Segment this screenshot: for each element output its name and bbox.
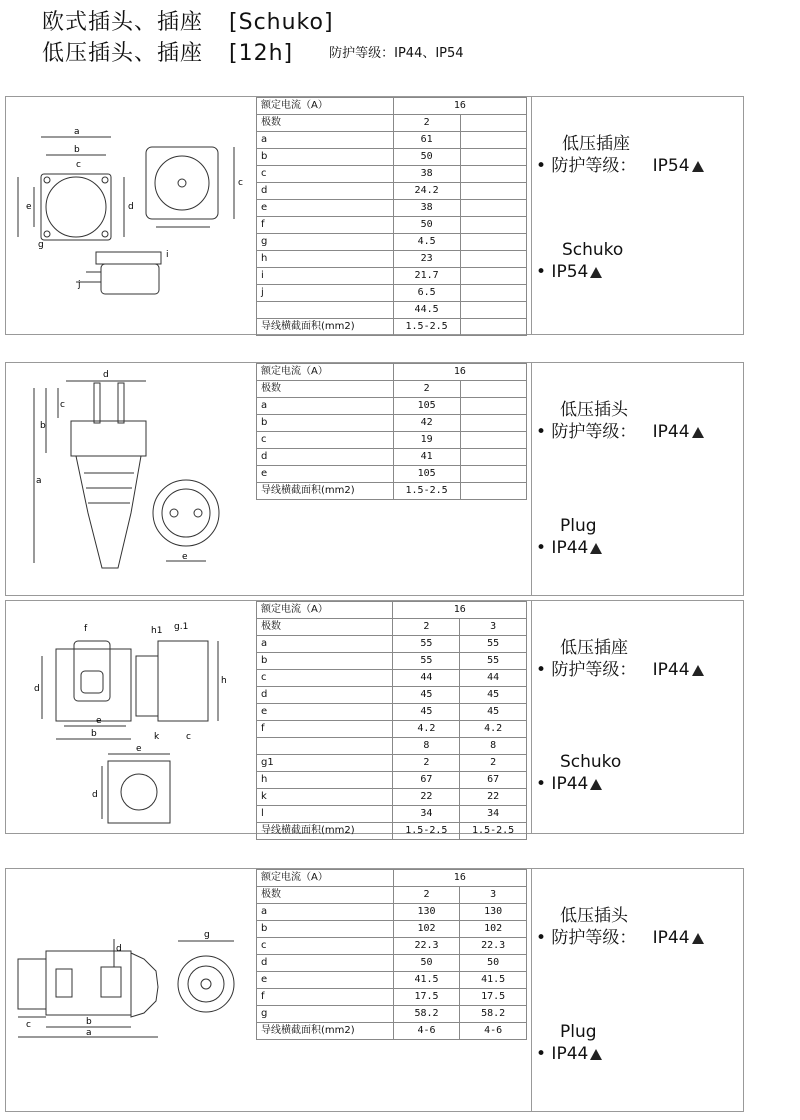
divider	[531, 363, 532, 595]
svg-text:g: g	[38, 240, 44, 250]
row-value	[460, 200, 526, 217]
table-row	[257, 938, 527, 955]
row-value: 67	[393, 772, 460, 789]
product-desc-4	[536, 905, 704, 1065]
row-value	[460, 483, 526, 500]
row-value	[460, 115, 526, 132]
row-value: 50	[460, 955, 527, 972]
svg-text:g.1: g.1	[174, 622, 189, 632]
row-label: 极数	[257, 619, 393, 636]
plug-drawing-2	[6, 363, 252, 595]
divider	[531, 97, 532, 334]
row-value	[460, 381, 526, 398]
row-value: 58.2	[460, 1006, 527, 1023]
title-line1: 欧式插头、插座	[42, 10, 204, 35]
brand-rating: • IP44	[536, 537, 704, 559]
table-row	[257, 636, 527, 653]
row-value: 55	[460, 636, 527, 653]
table-row	[257, 183, 527, 200]
brand-name: Schuko	[562, 240, 624, 260]
row-label: k	[257, 789, 393, 806]
row-value: 41	[393, 449, 460, 466]
warning-icon	[692, 665, 704, 676]
row-label: 导线横截面积(mm2)	[257, 823, 393, 840]
svg-text:d: d	[103, 370, 109, 380]
table-row	[257, 887, 527, 904]
row-value: 2	[393, 755, 460, 772]
row-value	[460, 234, 526, 251]
row-label: e	[257, 972, 394, 989]
table-row	[257, 687, 527, 704]
row-value: 4-6	[393, 1023, 460, 1040]
svg-text:d: d	[92, 790, 98, 800]
row-value: 42	[393, 415, 460, 432]
row-label: 额定电流（A）	[257, 364, 394, 381]
row-label: e	[257, 704, 393, 721]
socket-drawing-1	[6, 97, 252, 334]
row-label: g1	[257, 755, 393, 772]
warning-icon	[692, 933, 704, 944]
svg-text:d: d	[128, 202, 134, 212]
row-value: 44	[393, 670, 460, 687]
row-label: d	[257, 955, 394, 972]
svg-text:a: a	[36, 476, 42, 486]
table-row	[257, 200, 527, 217]
page-title	[42, 5, 334, 36]
table-row	[257, 1023, 527, 1040]
row-value: 67	[460, 772, 527, 789]
protection-row: • 防护等级： IP44	[536, 927, 704, 949]
row-value: 21.7	[393, 268, 460, 285]
product-type: 低压插头	[560, 400, 628, 420]
table-row	[257, 619, 527, 636]
row-value	[460, 285, 526, 302]
spec-table-1	[256, 97, 527, 336]
row-value	[460, 217, 526, 234]
svg-text:g: g	[204, 930, 210, 940]
row-label	[257, 738, 393, 755]
row-value	[460, 132, 526, 149]
row-value: 1.5-2.5	[393, 319, 460, 336]
table-row	[257, 364, 527, 381]
row-label: b	[257, 415, 394, 432]
plug-drawing-4	[6, 869, 252, 1111]
row-label	[257, 302, 394, 319]
row-label: 极数	[257, 115, 394, 132]
row-label: c	[257, 432, 394, 449]
product-desc-2	[536, 399, 704, 559]
svg-text:b: b	[91, 729, 97, 739]
row-value: 22	[393, 789, 460, 806]
row-value: 2	[393, 619, 460, 636]
row-label: 导线横截面积(mm2)	[257, 319, 394, 336]
product-section-3	[5, 600, 744, 834]
row-label: d	[257, 449, 394, 466]
row-value	[460, 449, 526, 466]
svg-text:b: b	[74, 145, 80, 155]
row-label: 导线横截面积(mm2)	[257, 483, 394, 500]
brand-rating: • IP44	[536, 1043, 704, 1065]
table-row	[257, 789, 527, 806]
table-row	[257, 132, 527, 149]
product-type: 低压插座	[562, 134, 630, 154]
table-row	[257, 989, 527, 1006]
product-type: 低压插头	[560, 906, 628, 926]
table-row	[257, 483, 527, 500]
row-value: 22.3	[393, 938, 460, 955]
table-row	[257, 166, 527, 183]
warning-icon	[692, 427, 704, 438]
row-value: 105	[393, 466, 460, 483]
product-type: 低压插座	[560, 638, 628, 658]
product-desc-3	[536, 637, 704, 795]
row-value: 8	[460, 738, 527, 755]
row-value: 105	[393, 398, 460, 415]
row-label: a	[257, 904, 394, 921]
row-label: 导线横截面积(mm2)	[257, 1023, 394, 1040]
warning-icon	[590, 543, 602, 554]
row-value: 55	[393, 653, 460, 670]
svg-text:f: f	[84, 624, 88, 634]
row-value: 38	[393, 166, 460, 183]
row-label: g	[257, 1006, 394, 1023]
table-row	[257, 602, 527, 619]
row-label: d	[257, 687, 393, 704]
row-label: a	[257, 132, 394, 149]
row-value: 3	[460, 619, 527, 636]
brand-name: Plug	[560, 516, 597, 536]
socket-drawing-3	[6, 601, 252, 833]
row-label: f	[257, 989, 394, 1006]
row-value: 61	[393, 132, 460, 149]
brand-rating: • IP54	[536, 261, 704, 283]
spec-table-4	[256, 869, 527, 1040]
row-value: 130	[460, 904, 527, 921]
row-value	[460, 415, 526, 432]
row-value	[460, 268, 526, 285]
svg-text:h: h	[221, 676, 227, 686]
svg-text:c: c	[26, 1020, 31, 1030]
row-value: 45	[393, 687, 460, 704]
row-label: e	[257, 466, 394, 483]
svg-text:d: d	[34, 684, 40, 694]
row-value: 6.5	[393, 285, 460, 302]
protection-row: • 防护等级： IP44	[536, 659, 704, 681]
table-row	[257, 670, 527, 687]
svg-text:e: e	[182, 552, 188, 562]
table-row	[257, 234, 527, 251]
svg-text:j: j	[78, 280, 81, 290]
row-value: 19	[393, 432, 460, 449]
table-row	[257, 381, 527, 398]
row-label: h	[257, 772, 393, 789]
svg-text:i: i	[166, 250, 169, 260]
row-value: 50	[393, 955, 460, 972]
row-label: 额定电流（A）	[257, 98, 394, 115]
row-label: a	[257, 398, 394, 415]
row-value: 23	[393, 251, 460, 268]
row-value: 17.5	[393, 989, 460, 1006]
row-value: 2	[393, 381, 460, 398]
row-value: 34	[393, 806, 460, 823]
table-row	[257, 904, 527, 921]
row-value	[460, 149, 526, 166]
row-value	[460, 432, 526, 449]
row-value: 130	[393, 904, 460, 921]
table-row	[257, 268, 527, 285]
row-value: 16	[393, 98, 526, 115]
row-value: 34	[460, 806, 527, 823]
svg-text:e: e	[26, 202, 32, 212]
row-value: 16	[393, 870, 526, 887]
row-label: j	[257, 285, 394, 302]
row-value	[460, 251, 526, 268]
row-value: 22	[460, 789, 527, 806]
product-desc-1	[536, 133, 704, 283]
protection-levels: 防护等级：IP44、IP54	[329, 46, 464, 61]
table-row	[257, 772, 527, 789]
title-line2: 低压插头、插座	[42, 41, 204, 66]
svg-text:e: e	[136, 744, 142, 754]
table-row	[257, 704, 527, 721]
row-value: 1.5-2.5	[393, 483, 460, 500]
row-value: 16	[393, 602, 527, 619]
svg-text:e: e	[96, 716, 102, 726]
spec-table-3	[256, 601, 527, 840]
row-label: l	[257, 806, 393, 823]
table-row	[257, 449, 527, 466]
warning-icon	[590, 1049, 602, 1060]
row-value: 45	[393, 704, 460, 721]
divider	[531, 601, 532, 833]
row-label: d	[257, 183, 394, 200]
table-row	[257, 721, 527, 738]
row-label: f	[257, 721, 393, 738]
page-subtitle	[42, 36, 464, 67]
row-label: a	[257, 636, 393, 653]
row-label: 额定电流（A）	[257, 602, 393, 619]
row-value	[460, 466, 526, 483]
table-row	[257, 823, 527, 840]
row-value: 4.2	[460, 721, 527, 738]
row-value: 41.5	[393, 972, 460, 989]
row-label: g	[257, 234, 394, 251]
title-line1-bracket: [Schuko]	[229, 10, 334, 35]
row-value: 4.2	[393, 721, 460, 738]
svg-text:c: c	[186, 732, 191, 742]
table-row	[257, 98, 527, 115]
row-label: h	[257, 251, 394, 268]
svg-text:b: b	[40, 421, 46, 431]
table-row	[257, 755, 527, 772]
row-label: i	[257, 268, 394, 285]
table-row	[257, 1006, 527, 1023]
warning-icon	[692, 161, 704, 172]
row-value: 2	[460, 755, 527, 772]
row-value: 50	[393, 149, 460, 166]
brand-name: Plug	[560, 1022, 597, 1042]
row-value: 45	[460, 687, 527, 704]
row-label: 极数	[257, 381, 394, 398]
row-value: 102	[393, 921, 460, 938]
row-value: 102	[460, 921, 527, 938]
row-label: b	[257, 653, 393, 670]
row-value	[460, 398, 526, 415]
divider	[531, 869, 532, 1111]
row-value: 8	[393, 738, 460, 755]
svg-text:k: k	[154, 732, 160, 742]
row-label: f	[257, 217, 394, 234]
table-row	[257, 738, 527, 755]
row-value: 24.2	[393, 183, 460, 200]
row-label: c	[257, 166, 394, 183]
table-row	[257, 251, 527, 268]
row-value: 44.5	[393, 302, 460, 319]
row-value: 17.5	[460, 989, 527, 1006]
table-row	[257, 806, 527, 823]
row-label: b	[257, 149, 394, 166]
row-value	[460, 319, 526, 336]
row-value: 50	[393, 217, 460, 234]
row-value: 55	[460, 653, 527, 670]
table-row	[257, 319, 527, 336]
table-row	[257, 285, 527, 302]
table-row	[257, 466, 527, 483]
product-section-1	[5, 96, 744, 335]
table-row	[257, 870, 527, 887]
table-row	[257, 432, 527, 449]
row-value: 16	[393, 364, 526, 381]
table-row	[257, 302, 527, 319]
table-row	[257, 149, 527, 166]
table-row	[257, 972, 527, 989]
brand-rating: • IP44	[536, 773, 704, 795]
row-label: c	[257, 670, 393, 687]
row-label: 极数	[257, 887, 394, 904]
row-value: 3	[460, 887, 527, 904]
row-label: e	[257, 200, 394, 217]
protection-row: • 防护等级： IP54	[536, 155, 704, 177]
row-value: 22.3	[460, 938, 527, 955]
row-value: 55	[393, 636, 460, 653]
spec-table-2	[256, 363, 527, 500]
svg-text:a: a	[86, 1028, 92, 1038]
table-row	[257, 955, 527, 972]
row-value: 38	[393, 200, 460, 217]
row-label: b	[257, 921, 394, 938]
table-row	[257, 115, 527, 132]
row-value: 1.5-2.5	[393, 823, 460, 840]
svg-text:c: c	[60, 400, 65, 410]
svg-text:a: a	[74, 127, 80, 137]
row-value: 44	[460, 670, 527, 687]
row-value: 41.5	[460, 972, 527, 989]
svg-text:d: d	[116, 944, 122, 954]
row-value: 4-6	[460, 1023, 527, 1040]
row-value	[460, 166, 526, 183]
row-label: 额定电流（A）	[257, 870, 394, 887]
row-value: 2	[393, 115, 460, 132]
product-section-4	[5, 868, 744, 1112]
warning-icon	[590, 267, 602, 278]
brand-name: Schuko	[560, 752, 622, 772]
product-section-2	[5, 362, 744, 596]
table-row	[257, 653, 527, 670]
svg-text:c: c	[76, 160, 81, 170]
svg-text:h1: h1	[151, 626, 163, 636]
table-row	[257, 217, 527, 234]
row-value: 4.5	[393, 234, 460, 251]
row-value	[460, 302, 526, 319]
row-value: 1.5-2.5	[460, 823, 527, 840]
title-line2-bracket: [12h]	[229, 41, 294, 66]
table-row	[257, 398, 527, 415]
protection-row: • 防护等级： IP44	[536, 421, 704, 443]
row-value: 58.2	[393, 1006, 460, 1023]
row-label: c	[257, 938, 394, 955]
row-value	[460, 183, 526, 200]
warning-icon	[590, 779, 602, 790]
row-value: 45	[460, 704, 527, 721]
table-row	[257, 415, 527, 432]
row-value: 2	[393, 887, 460, 904]
svg-text:c: c	[238, 178, 243, 188]
table-row	[257, 921, 527, 938]
svg-text:b: b	[86, 1017, 92, 1027]
